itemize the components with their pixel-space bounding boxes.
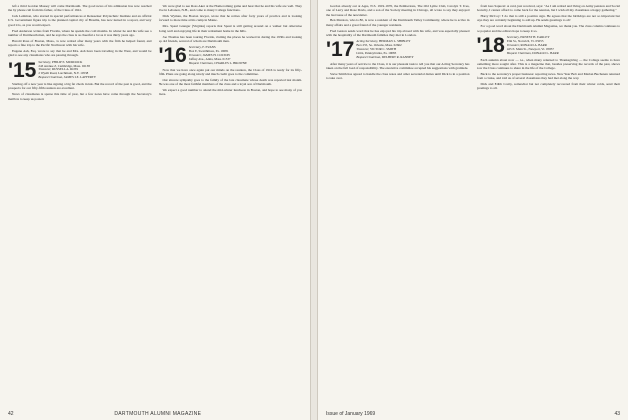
- officer-name: F. EVANS: [202, 45, 216, 50]
- officer-address: Elm St., Norwich, Vt. 05055: [506, 38, 544, 43]
- page-number: 42: [8, 411, 14, 417]
- class-year-header: [476, 33, 621, 57]
- paragraph: Harold Ross of Boston, Mass., is now retired after many years with the firm he helped found, and reports a fine trip to the Pacific Northwest with his wife.: [8, 38, 152, 48]
- paragraph: left a third Gordon Massey will come Dartmouth. The good news of his admission has now reached me by phone call from his father, of the Class of 1941.: [8, 4, 152, 13]
- paragraph: Joe Thomas has been touring Florida, visiting the places he worked in during the 1930s and looking up old friends, several of whom are Dartmouth men.: [158, 34, 302, 43]
- paragraph: Back to the secretary's proper business: reporting news. New Year Bob and Marian Buchanan returned from a cruise, and told us of several classmates they had met along the way.: [476, 71, 620, 81]
- paragraph: Mrs. Spaul Granger (Virginia) reports that Spaul is still getting around on a walker but otherwise doing well and enjoying life in their retirement home in the hills.: [158, 24, 302, 33]
- paragraph: Each autumn about now — i.e., when many returned to Thanksgiving — the College seems to have something more sought after. This is a magazine that, besides preserving the records of the past, shows how the Class continues to share in the life of the College.: [476, 57, 620, 71]
- paragraph: from Gus Sapucai: A card, just received, says: "As I am retired and living on Army pension and Social Security, I cannot afford to come back for the reunion, but I wish all my classmates a happy gathering.": [476, 4, 620, 13]
- paragraph: Gordon already out at Ages, N.S. 1919-1970, the Pembertons, The Old Lyme Club, Carolyn T. Ives, one of Larry and Rose Davis, and a son of the Society meeting in Chicago, all wrote to say they enjoyed the last issue of the newsletter.: [326, 4, 470, 17]
- paragraph: We were glad to see Ross Aker at the Homecoming game and hear that he and his wife are well. They live in Lebanon, N.H., and come to many College functions.: [158, 4, 302, 13]
- officer-role: Treasurer,: [188, 52, 202, 57]
- right-page-columns: [326, 4, 620, 404]
- left-column-1: [8, 4, 152, 404]
- officer-name: CHARLES L. BROWNE: [214, 60, 247, 65]
- officer-address: Box 255, So. Orleans, Mass. 02662: [356, 43, 402, 48]
- left-page-columns: [8, 4, 302, 404]
- class-year-header: [326, 40, 470, 60]
- paragraph: Jack Lemmon, who starred in special performances at Rensselaer Polytechnic Institute and an official U.S. Government figure trip to the planned capital city of Brasilia, has now turned in a report, and very good it is, as you would expect.: [8, 14, 152, 27]
- class-officers: [189, 46, 247, 66]
- officer-name: JAMES LE. LAFFERTY: [63, 75, 97, 80]
- paragraph: Steve Smith has agreed to handle the class notes and other secretarial duties until Dick is in a position to take over.: [326, 71, 470, 81]
- paragraph: Eugene Ash, Esq. wrote to say that he and Mrs. Ash have been traveling in the West, and would be glad to see any classmates who are passing through.: [8, 49, 152, 58]
- officer-role: Secretary,: [38, 59, 52, 64]
- left-column-2: [159, 4, 303, 404]
- class-year-header: [159, 46, 303, 66]
- officer-name: DELBERT R. RANNEY: [381, 54, 414, 59]
- left-page: [0, 0, 311, 420]
- officer-name: ERNEST H. EARLEY: [520, 34, 550, 39]
- officer-role: Acting Secretary,: [356, 39, 379, 44]
- paragraph: Fred Gaston sends word that he has enjoyed his trip abroad with his wife, and was especially pleased with the hospitality of the Dartmouth families they met in London.: [326, 28, 470, 37]
- magazine-title: DARTMOUTH ALUMNI MAGAZINE: [114, 411, 202, 417]
- class-year-number: '15: [8, 58, 37, 82]
- officer-address: Jaffrey Ave., Anita, Mass. 01537: [188, 56, 231, 61]
- paragraph: News of classmates is sparse this time of year, but a few notes have come through the Secretary's mailbox to keep us posted.: [8, 92, 152, 101]
- officer-address: 425 E. Main St., Newport, Vt. 05857: [506, 46, 554, 51]
- officer-name: RONALD A. BARR: [520, 42, 547, 47]
- paragraph: Now that we have once again put our minds on the reunion, the Class of 1916 is ready for its fifty-fifth. Plans are going along nicely and much credit goes to the committee.: [158, 67, 302, 76]
- paragraph: Ben Marston, who is 80, is now a resident of the Dartmouth Valley Community, where he is active in many affairs and a great friend of the younger residents.: [326, 18, 470, 27]
- officer-name: HERMAN L. SHIBLEY: [379, 39, 411, 44]
- paragraph: Our sincere sympathy goes to the family of the late classmate whose death was reported last month. He was one of the most faithful members of the class and a loyal son of Dartmouth.: [158, 77, 302, 87]
- officer-role: Bequest Chairman,: [188, 60, 214, 65]
- officer-name: VICTOR C. SMITH: [369, 47, 397, 52]
- right-column-2: [477, 4, 621, 404]
- class-officers: [356, 40, 413, 60]
- right-page-footer: [326, 411, 620, 417]
- paragraph: Harry McCoy: 'I do that is still a positive sign. He agrees that the birthdays are not so important but says they are certainly beginning to add up. He sends greetings to all.': [476, 14, 620, 23]
- class-officers: [38, 61, 96, 81]
- officer-address: Lititz, Pennsylvania, Pa. 19083: [356, 50, 397, 55]
- officer-address: Box E, Swarthmore, Pa. 19081: [188, 49, 229, 54]
- class-year-number: '18: [476, 33, 505, 57]
- officer-role: Bequest Chairman,: [38, 75, 63, 80]
- issue-date: Issue of January 1969: [326, 411, 376, 417]
- paragraph: Dick Wyman, the Boston lawyer, wrote that he retires after forty years of practice and is looking forward to more time at his camp in Maine.: [158, 14, 302, 23]
- officer-role: Treasurer,: [38, 67, 52, 72]
- officer-role: Bequest Chairman,: [506, 50, 532, 55]
- officer-name: RUSSELL A. ROSS: [51, 67, 79, 72]
- paragraph: Starting off a new year is like signing a big fat check in ink. But the record of the past is good, and the prospects for our fifty-fifth reunion are excellent.: [8, 82, 152, 91]
- officer-role: Secretary,: [506, 34, 520, 39]
- officer-name: DONALD L. BARR: [532, 50, 559, 55]
- paragraph: After many years of service to the Class, it is our pleasant task to tell you that our Acting Secretary has taken on the full load of responsibility. The executive committee accepted his suggestions with gratitude.: [326, 61, 470, 71]
- page-number: 43: [614, 411, 620, 417]
- officer-name: JAMES H. COLTON: [202, 52, 230, 57]
- right-column-1: [326, 4, 470, 404]
- officer-role: Treasurer,: [356, 47, 370, 52]
- officer-role: Treasurer,: [506, 42, 520, 47]
- class-year-number: '17: [326, 38, 355, 62]
- paragraph: Fred Anderson writes from Florida, where he spends the cold months. In winter he and his wife see a number of Dartmouth men, and he says the class is as cheerful a lot as it was thirty years ago.: [8, 28, 152, 37]
- right-page: [317, 0, 628, 420]
- officer-role: Secretary,: [188, 45, 202, 50]
- class-year-header: [8, 58, 152, 82]
- officer-role: Bequest Chairman,: [356, 54, 381, 59]
- left-page-footer: [8, 411, 302, 417]
- officer-name: PHILIP E. MURDOCK: [51, 59, 83, 64]
- officer-address: 243 Avenue Z, Cambridge, Mass. 02138: [38, 63, 90, 68]
- officer-address: 2 Wyeth Road, Larchmont, N.Y. 10538: [38, 71, 89, 76]
- paragraph: For a good word about the Dartmouth Alumni Magazine, we thank you. The class column continues to be popular and the editors hope to keep it so.: [476, 24, 620, 33]
- class-year-number: '16: [158, 44, 187, 68]
- paragraph: We expect a good number to attend the mid-winter luncheon in Boston, and hope to see many of you there.: [158, 88, 302, 97]
- paragraph: Dick and Edith Cosby, somewhat but not completely recovered from their winter colds, send their greetings to all.: [476, 82, 620, 91]
- class-officers: [507, 36, 559, 56]
